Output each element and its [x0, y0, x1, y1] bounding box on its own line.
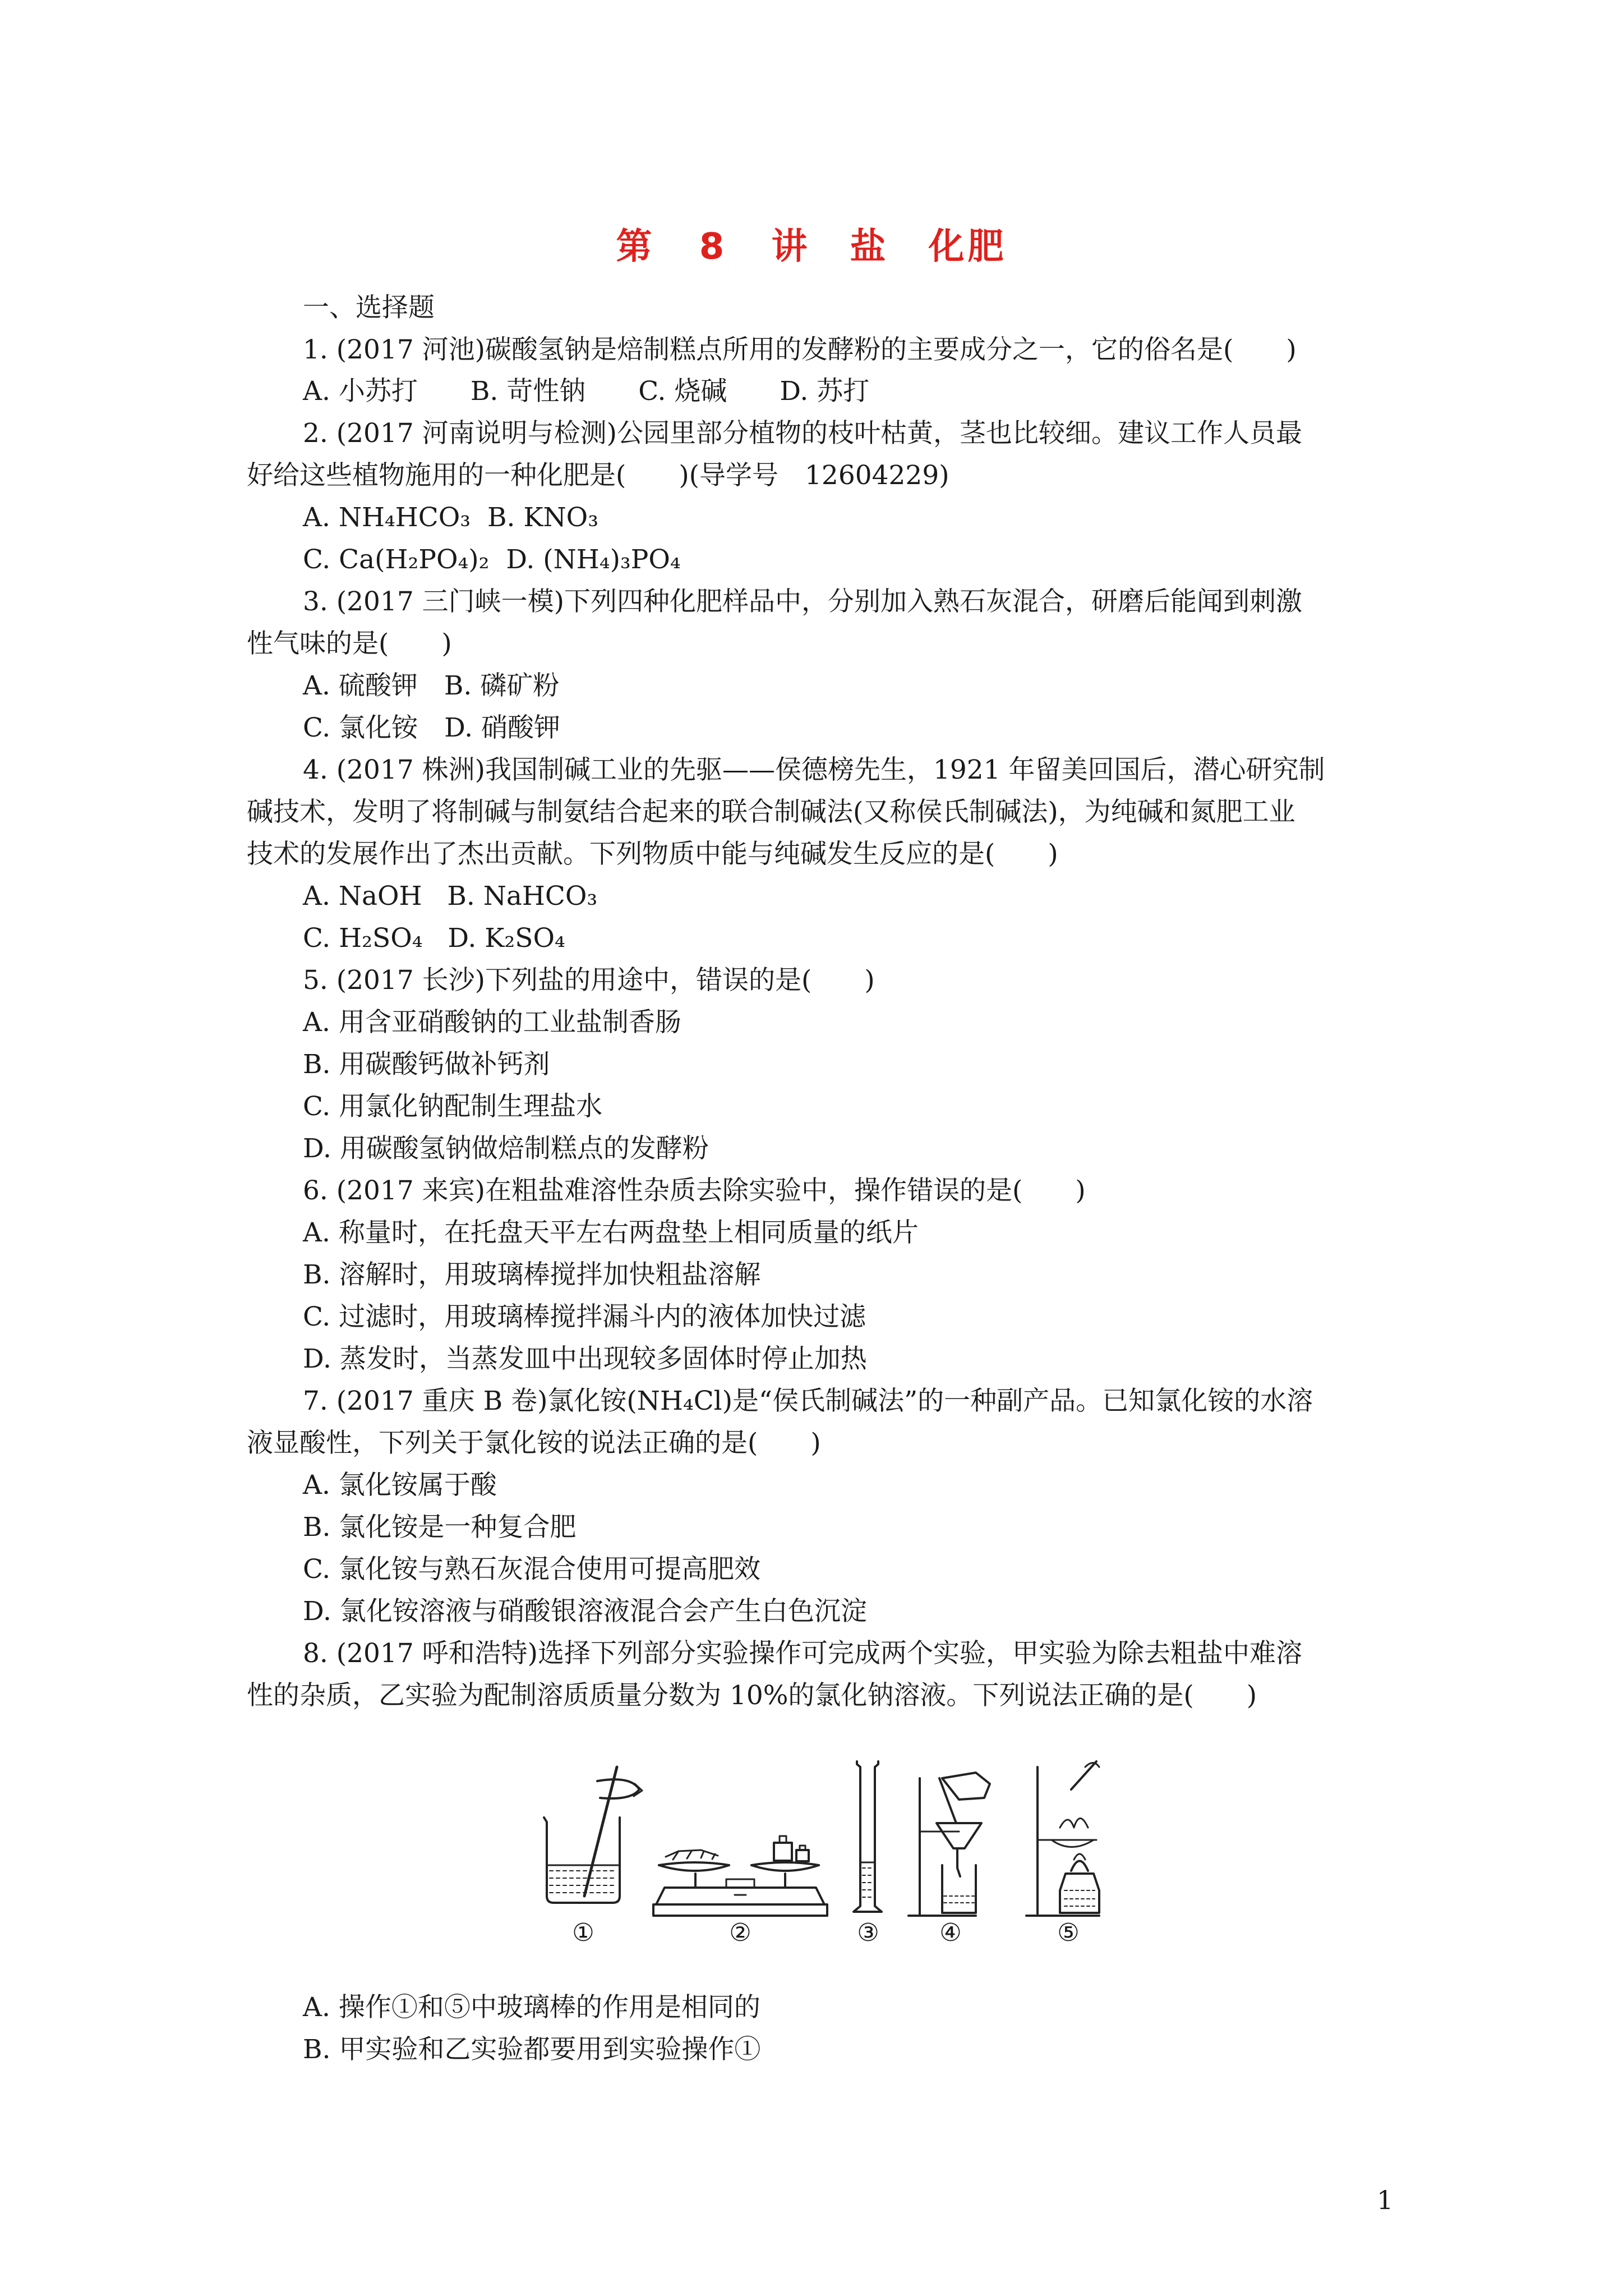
figure-label-5: ⑤ [1057, 1918, 1080, 1947]
figure-label-3: ③ [857, 1918, 879, 1947]
question-6-stem: 6. (2017 来宾)在粗盐难溶性杂质去除实验中，操作错误的是( ) [303, 1175, 1086, 1206]
question-5-option-b: B. 用碳酸钙做补钙剂 [303, 1049, 550, 1080]
question-3-stem-line1: 3. (2017 三门峡一模)下列四种化肥样品中，分别加入熟石灰混合，研磨后能闻到刺激 [303, 586, 1303, 617]
question-4-option-d: D. K₂SO₄ [448, 923, 565, 954]
filtration-setup-illustration [909, 1773, 990, 1916]
question-5-option-d: D. 用碳酸氢钠做焙制糕点的发酵粉 [303, 1133, 709, 1164]
question-3-options-ab: A. 硫酸钾 B. 磷矿粉 [303, 670, 560, 701]
question-7-stem-line1: 7. (2017 重庆 B 卷)氯化铵(NH₄Cl)是“侯氏制碱法”的一种副产品。已知氯化铵的水溶 [303, 1386, 1313, 1416]
question-2-option-d: D. (NH₄)₃PO₄ [506, 544, 681, 575]
question-5-option-c: C. 用氯化钠配制生理盐水 [303, 1091, 603, 1122]
question-8-option-a: A. 操作①和⑤中玻璃棒的作用是相同的 [303, 1992, 760, 2023]
question-2-options-ab [303, 501, 598, 535]
question-7-stem-line2: 液显酸性，下列关于氯化铵的说法正确的是( ) [247, 1428, 821, 1458]
page-number: 1 [1377, 2185, 1394, 2215]
question-6-option-d: D. 蒸发时，当蒸发皿中出现较多固体时停止加热 [303, 1343, 867, 1374]
question-7-option-c: C. 氯化铵与熟石灰混合使用可提高肥效 [303, 1554, 761, 1585]
question-8-option-b: B. 甲实验和乙实验都要用到实验操作① [303, 2034, 761, 2065]
question-3-stem-line2: 性气味的是( ) [247, 628, 452, 659]
question-6-option-c: C. 过滤时，用玻璃棒搅拌漏斗内的液体加快过滤 [303, 1301, 866, 1332]
question-4-stem-line3: 技术的发展作出了杰出贡献。下列物质中能与纯碱发生反应的是( ) [247, 839, 1058, 869]
question-4-option-c: C. H₂SO₄ [303, 923, 423, 954]
question-2-stem-line2: 好给这些植物施用的一种化肥是( )(导学号 12604229) [247, 460, 949, 491]
question-4-option-b: B. NaHCO₃ [447, 881, 598, 912]
question-5-option-a: A. 用含亚硝酸钠的工业盐制香肠 [303, 1007, 681, 1038]
question-8-stem-line2: 性的杂质，乙实验为配制溶质质量分数为 10%的氯化钠溶液。下列说法正确的是( ) [247, 1680, 1257, 1711]
question-2-options-cd [303, 543, 681, 577]
page-title: 第 8 讲 盐 化肥 [616, 226, 1007, 268]
question-4-stem-line2: 碱技术，发明了将制碱与制氨结合起来的联合制碱法(又称侯氏制碱法)，为纯碱和氮肥工业 [247, 797, 1295, 827]
graduated-cylinder-illustration [854, 1761, 882, 1912]
question-4-options-cd [303, 922, 565, 955]
question-6-option-a: A. 称量时，在托盘天平左右两盘垫上相同质量的纸片 [303, 1217, 919, 1248]
question-8-stem-line1: 8. (2017 呼和浩特)选择下列部分实验操作可完成两个实验，甲实验为除去粗盐中难溶 [303, 1638, 1303, 1669]
question-2-option-c: C. Ca(H₂PO₄)₂ [303, 544, 490, 575]
question-5-stem: 5. (2017 长沙)下列盐的用途中，错误的是( ) [303, 965, 875, 996]
question-1-options: A. 小苏打 B. 苛性钠 C. 烧碱 D. 苏打 [303, 376, 870, 407]
figure-label-2: ② [729, 1918, 751, 1947]
stirring-beaker-illustration [544, 1767, 642, 1903]
section-heading: 一、选择题 [303, 292, 435, 323]
question-7-option-b: B. 氯化铵是一种复合肥 [303, 1512, 577, 1543]
question-4-options-ab [303, 880, 597, 913]
question-2-option-b: B. KNO₃ [487, 502, 599, 533]
question-3-options-cd: C. 氯化铵 D. 硝酸钾 [303, 712, 561, 743]
lab-operations-figure [533, 1756, 1122, 1947]
question-7-option-d: D. 氯化铵溶液与硝酸银溶液混合会产生白色沉淀 [303, 1596, 867, 1627]
question-1-stem: 1. (2017 河池)碳酸氢钠是焙制糕点所用的发酵粉的主要成分之一，它的俗名是( ) [303, 334, 1297, 365]
figure-label-4: ④ [939, 1918, 962, 1947]
question-2-option-a: A. NH₄HCO₃ [303, 502, 471, 533]
question-2-stem-line1: 2. (2017 河南说明与检测)公园里部分植物的枝叶枯黄，茎也比较细。建议工作人员最 [303, 418, 1303, 449]
question-7-option-a: A. 氯化铵属于酸 [303, 1470, 497, 1501]
question-4-option-a: A. NaOH [303, 881, 422, 912]
balance-illustration [653, 1836, 827, 1916]
question-6-option-b: B. 溶解时，用玻璃棒搅拌加快粗盐溶解 [303, 1259, 761, 1290]
evaporation-setup-illustration [1026, 1761, 1099, 1916]
question-4-stem-line1: 4. (2017 株洲)我国制碱工业的先驱——侯德榜先生，1921 年留美回国后，潜心研究制 [303, 754, 1325, 785]
figure-label-1: ① [572, 1918, 594, 1947]
